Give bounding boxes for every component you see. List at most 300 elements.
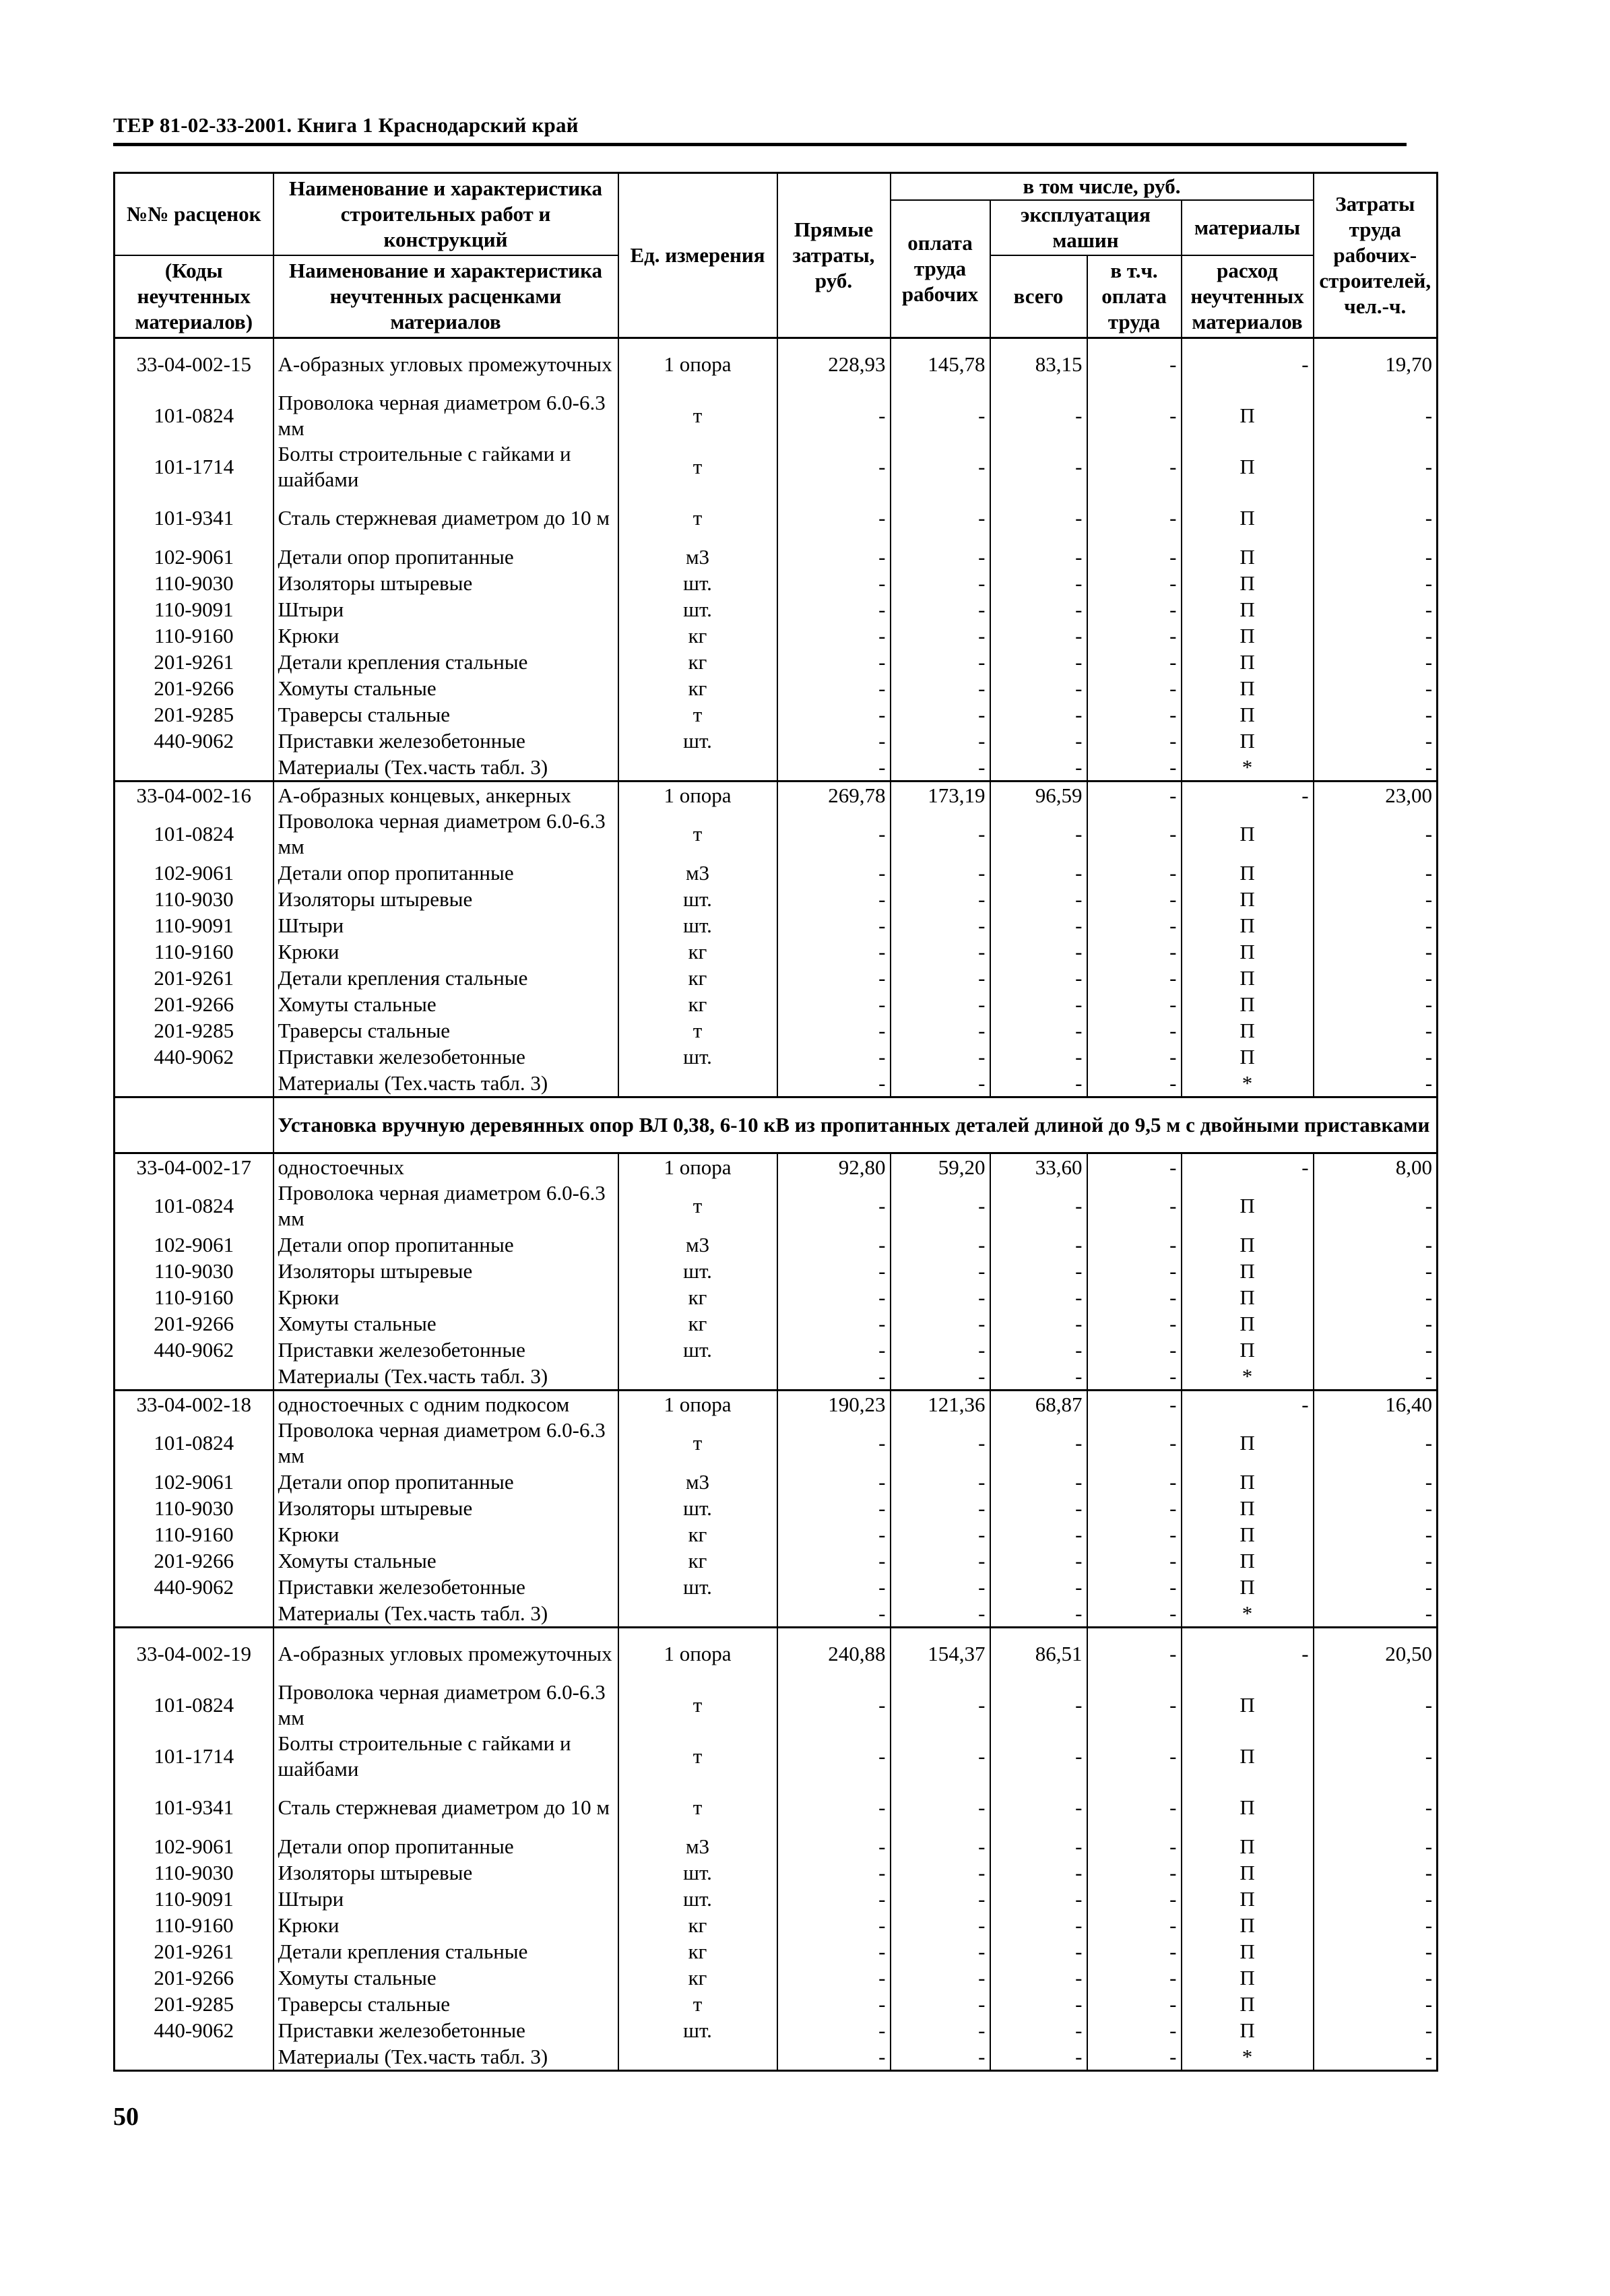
dash-cell: -	[1314, 1859, 1438, 1886]
dash-cell: -	[1314, 1574, 1438, 1600]
material-name: Сталь стержневая диаметром до 10 м	[273, 1782, 618, 1833]
dash-cell: -	[990, 1782, 1087, 1833]
material-code: 102-9061	[115, 860, 273, 886]
rate-labor: 19,70	[1314, 338, 1438, 391]
dash-cell: -	[990, 912, 1087, 938]
dash-cell: -	[1314, 912, 1438, 938]
material-code: 440-9062	[115, 1044, 273, 1070]
dash-cell: -	[1314, 1232, 1438, 1258]
dash-cell: -	[777, 1180, 891, 1232]
material-name: Хомуты стальные	[273, 1965, 618, 1991]
col-header-machines: эксплуатация машин	[990, 200, 1182, 255]
dash-cell: -	[990, 938, 1087, 965]
material-name: Детали опор пропитанные	[273, 860, 618, 886]
dash-cell: -	[990, 1310, 1087, 1337]
dash-cell: -	[777, 492, 891, 544]
dash-cell: -	[777, 1017, 891, 1044]
rate-code: 33-04-002-17	[115, 1153, 273, 1181]
dash-cell: -	[891, 1912, 990, 1938]
dash-cell: -	[891, 912, 990, 938]
material-unit: т	[618, 1782, 777, 1833]
material-row	[115, 1680, 1438, 1731]
dash-cell: -	[777, 1495, 891, 1521]
dash-cell: -	[990, 1731, 1087, 1782]
dash-cell: -	[891, 1782, 990, 1833]
dash-cell: -	[777, 1731, 891, 1782]
dash-cell: -	[1314, 570, 1438, 596]
rate-code: 33-04-002-18	[115, 1391, 273, 1418]
material-name: Хомуты стальные	[273, 675, 618, 701]
material-usage: П	[1182, 441, 1314, 492]
material-usage: П	[1182, 1044, 1314, 1070]
dash-cell: -	[1087, 1680, 1182, 1731]
dash-cell: -	[777, 754, 891, 782]
material-name: Детали опор пропитанные	[273, 1833, 618, 1859]
dash-cell: -	[990, 886, 1087, 912]
material-name: Детали крепления стальные	[273, 1938, 618, 1965]
material-name: Детали опор пропитанные	[273, 1232, 618, 1258]
material-row	[115, 938, 1438, 965]
dash-cell: -	[777, 1284, 891, 1310]
dash-cell: -	[777, 675, 891, 701]
material-row	[115, 570, 1438, 596]
rate-machines: 86,51	[990, 1628, 1087, 1680]
material-usage: П	[1182, 1417, 1314, 1469]
material-code: 440-9062	[115, 1337, 273, 1363]
dash-cell: -	[891, 1258, 990, 1284]
material-row	[115, 912, 1438, 938]
material-usage: П	[1182, 675, 1314, 701]
rate-materials: -	[1182, 1628, 1314, 1680]
dash-cell: -	[1087, 1070, 1182, 1097]
dash-cell: -	[1087, 1258, 1182, 1284]
dash-cell: -	[1087, 623, 1182, 649]
dash-cell: -	[891, 649, 990, 675]
material-code: 440-9062	[115, 2017, 273, 2043]
dash-cell: -	[891, 728, 990, 754]
rate-unit: 1 опора	[618, 782, 777, 809]
dash-cell: -	[777, 1965, 891, 1991]
dash-cell: -	[990, 570, 1087, 596]
material-row	[115, 1070, 1438, 1097]
material-usage: П	[1182, 991, 1314, 1017]
material-name: Траверсы стальные	[273, 1017, 618, 1044]
dash-cell: -	[1087, 2017, 1182, 2043]
dash-cell: -	[777, 570, 891, 596]
material-name: Приставки железобетонные	[273, 728, 618, 754]
material-row	[115, 1180, 1438, 1232]
dash-cell: -	[777, 912, 891, 938]
col-header-labor: Затраты труда рабочих-строителей, чел.-ч.	[1314, 173, 1438, 338]
page-title: ТЕР 81-02-33-2001. Книга 1 Краснодарский край	[113, 113, 579, 137]
material-unit: шт.	[618, 1886, 777, 1912]
dash-cell: -	[891, 1991, 990, 2017]
material-name: Приставки железобетонные	[273, 1574, 618, 1600]
material-name: Детали крепления стальные	[273, 649, 618, 675]
dash-cell: -	[1087, 675, 1182, 701]
rate-labor: 8,00	[1314, 1153, 1438, 1181]
material-usage: П	[1182, 1833, 1314, 1859]
material-code: 110-9091	[115, 596, 273, 623]
material-unit	[618, 1070, 777, 1097]
dash-cell: -	[990, 1232, 1087, 1258]
material-unit: т	[618, 808, 777, 860]
dash-cell: -	[1087, 1417, 1182, 1469]
material-row	[115, 544, 1438, 570]
rate-direct-cost: 92,80	[777, 1153, 891, 1181]
material-unit: м3	[618, 860, 777, 886]
dash-cell: -	[1087, 1731, 1182, 1782]
dash-cell: -	[1087, 860, 1182, 886]
dash-cell: -	[891, 596, 990, 623]
material-row	[115, 728, 1438, 754]
rate-wages: 154,37	[891, 1628, 990, 1680]
rate-direct-cost: 228,93	[777, 338, 891, 391]
material-name: Сталь стержневая диаметром до 10 м	[273, 492, 618, 544]
material-row	[115, 1886, 1438, 1912]
dash-cell: -	[891, 1417, 990, 1469]
material-name: Крюки	[273, 938, 618, 965]
material-usage: П	[1182, 938, 1314, 965]
material-name: Материалы (Тех.часть табл. 3)	[273, 1070, 618, 1097]
material-row	[115, 1859, 1438, 1886]
dash-cell: -	[891, 991, 990, 1017]
material-usage: П	[1182, 886, 1314, 912]
rate-materials: -	[1182, 338, 1314, 391]
dash-cell: -	[777, 1912, 891, 1938]
dash-cell: -	[1087, 965, 1182, 991]
dash-cell: -	[891, 1180, 990, 1232]
material-unit: кг	[618, 1310, 777, 1337]
rate-name: А-образных угловых промежуточных	[273, 1628, 618, 1680]
material-unit: шт.	[618, 886, 777, 912]
dash-cell: -	[1314, 1548, 1438, 1574]
material-code: 110-9091	[115, 1886, 273, 1912]
dash-cell: -	[777, 1600, 891, 1628]
material-row	[115, 1417, 1438, 1469]
material-row	[115, 1833, 1438, 1859]
material-row	[115, 1521, 1438, 1548]
dash-cell: -	[777, 2043, 891, 2071]
col-header-name-top: Наименование и характеристика строительных работ и конструкций	[273, 173, 618, 256]
material-usage: П	[1182, 1991, 1314, 2017]
rate-labor: 20,50	[1314, 1628, 1438, 1680]
dash-cell: -	[777, 1469, 891, 1495]
material-code: 102-9061	[115, 1833, 273, 1859]
material-usage: П	[1182, 1965, 1314, 1991]
material-code: 110-9030	[115, 1258, 273, 1284]
dash-cell: -	[1087, 808, 1182, 860]
material-usage: П	[1182, 649, 1314, 675]
material-code: 101-9341	[115, 492, 273, 544]
dash-cell: -	[1314, 1600, 1438, 1628]
rate-row	[115, 1628, 1438, 1680]
dash-cell: -	[1314, 1965, 1438, 1991]
material-row	[115, 1782, 1438, 1833]
material-unit: кг	[618, 965, 777, 991]
material-usage: П	[1182, 1574, 1314, 1600]
dash-cell: -	[990, 1363, 1087, 1391]
dash-cell: -	[1087, 1574, 1182, 1600]
dash-cell: -	[1087, 2043, 1182, 2071]
dash-cell: -	[891, 1070, 990, 1097]
dash-cell: -	[777, 701, 891, 728]
dash-cell: -	[777, 1044, 891, 1070]
rate-name: А-образных угловых промежуточных	[273, 338, 618, 391]
material-row	[115, 1469, 1438, 1495]
dash-cell: -	[891, 544, 990, 570]
material-unit: шт.	[618, 1574, 777, 1600]
dash-cell: -	[990, 441, 1087, 492]
material-name: Изоляторы штыревые	[273, 1258, 618, 1284]
material-unit: т	[618, 1680, 777, 1731]
material-unit: кг	[618, 1938, 777, 1965]
dash-cell: -	[990, 1180, 1087, 1232]
dash-cell: -	[891, 965, 990, 991]
dash-cell: -	[990, 1859, 1087, 1886]
material-code: 102-9061	[115, 1469, 273, 1495]
material-usage: П	[1182, 1521, 1314, 1548]
dash-cell: -	[891, 1574, 990, 1600]
material-usage: П	[1182, 1180, 1314, 1232]
col-header-wages: оплата труда рабочих	[891, 200, 990, 338]
material-code: 201-9285	[115, 1991, 273, 2017]
dash-cell: -	[1314, 1363, 1438, 1391]
material-name: Штыри	[273, 596, 618, 623]
col-header-unit: Ед. измерения	[618, 173, 777, 338]
material-name: Изоляторы штыревые	[273, 570, 618, 596]
dash-cell: -	[990, 544, 1087, 570]
material-name: Хомуты стальные	[273, 1310, 618, 1337]
material-usage: П	[1182, 492, 1314, 544]
dash-cell: -	[777, 886, 891, 912]
rate-labor: 23,00	[1314, 782, 1438, 809]
material-row	[115, 441, 1438, 492]
rate-machine-wages: -	[1087, 1628, 1182, 1680]
rate-direct-cost: 269,78	[777, 782, 891, 809]
material-unit: м3	[618, 544, 777, 570]
material-unit: шт.	[618, 2017, 777, 2043]
material-row	[115, 1600, 1438, 1628]
dash-cell: -	[1314, 1180, 1438, 1232]
material-name: Крюки	[273, 1521, 618, 1548]
col-header-mat-usage: расход неучтенных материалов	[1182, 255, 1314, 338]
material-unit: т	[618, 1417, 777, 1469]
dash-cell: -	[990, 1833, 1087, 1859]
material-unit: шт.	[618, 570, 777, 596]
dash-cell: -	[777, 1548, 891, 1574]
dash-cell: -	[1314, 492, 1438, 544]
material-usage: *	[1182, 2043, 1314, 2071]
rate-direct-cost: 190,23	[777, 1391, 891, 1418]
dash-cell: -	[777, 623, 891, 649]
material-usage: П	[1182, 623, 1314, 649]
dash-cell: -	[1087, 728, 1182, 754]
material-unit: шт.	[618, 1337, 777, 1363]
dash-cell: -	[990, 1469, 1087, 1495]
dash-cell: -	[891, 1044, 990, 1070]
material-code: 110-9030	[115, 886, 273, 912]
dash-cell: -	[1314, 2017, 1438, 2043]
material-name: Материалы (Тех.часть табл. 3)	[273, 1363, 618, 1391]
rates-table-wrapper	[113, 172, 1436, 2072]
dash-cell: -	[1314, 1680, 1438, 1731]
material-unit: кг	[618, 1912, 777, 1938]
col-header-direct: Прямые затраты, руб.	[777, 173, 891, 338]
dash-cell: -	[1087, 1495, 1182, 1521]
dash-cell: -	[1314, 649, 1438, 675]
material-row	[115, 1938, 1438, 1965]
col-header-mach-total: всего	[990, 255, 1087, 338]
material-unit: шт.	[618, 912, 777, 938]
dash-cell: -	[1314, 991, 1438, 1017]
dash-cell: -	[1314, 808, 1438, 860]
material-code: 201-9261	[115, 965, 273, 991]
material-usage: П	[1182, 1886, 1314, 1912]
col-header-name-bottom: Наименование и характеристика неучтенных расценками материалов	[273, 255, 618, 338]
dash-cell: -	[777, 965, 891, 991]
material-row	[115, 1258, 1438, 1284]
dash-cell: -	[1087, 991, 1182, 1017]
dash-cell: -	[1087, 1521, 1182, 1548]
material-unit: кг	[618, 991, 777, 1017]
material-row	[115, 860, 1438, 886]
dash-cell: -	[777, 1232, 891, 1258]
dash-cell: -	[891, 1495, 990, 1521]
dash-cell: -	[1087, 1548, 1182, 1574]
material-name: Крюки	[273, 623, 618, 649]
material-unit: шт.	[618, 596, 777, 623]
material-usage: П	[1182, 1782, 1314, 1833]
dash-cell: -	[990, 728, 1087, 754]
rates-table	[113, 172, 1438, 2072]
material-unit: кг	[618, 675, 777, 701]
material-usage: П	[1182, 544, 1314, 570]
dash-cell: -	[990, 1600, 1087, 1628]
material-unit: т	[618, 1180, 777, 1232]
dash-cell: -	[891, 441, 990, 492]
material-code	[115, 1363, 273, 1391]
dash-cell: -	[777, 1417, 891, 1469]
dash-cell: -	[1087, 886, 1182, 912]
material-name: Приставки железобетонные	[273, 1337, 618, 1363]
material-code: 110-9160	[115, 938, 273, 965]
dash-cell: -	[1087, 1180, 1182, 1232]
material-name: Проволока черная диаметром 6.0-6.3 мм	[273, 390, 618, 441]
rate-wages: 173,19	[891, 782, 990, 809]
rate-machine-wages: -	[1087, 782, 1182, 809]
dash-cell: -	[1314, 390, 1438, 441]
material-code: 101-0824	[115, 808, 273, 860]
col-header-code-top: №№ расценок	[115, 173, 273, 256]
material-usage: П	[1182, 1284, 1314, 1310]
material-name: Детали опор пропитанные	[273, 544, 618, 570]
dash-cell: -	[1314, 938, 1438, 965]
material-code: 201-9285	[115, 701, 273, 728]
material-name: Крюки	[273, 1284, 618, 1310]
dash-cell: -	[777, 1886, 891, 1912]
dash-cell: -	[1314, 701, 1438, 728]
dash-cell: -	[777, 1363, 891, 1391]
material-unit: шт.	[618, 1044, 777, 1070]
dash-cell: -	[777, 1258, 891, 1284]
dash-cell: -	[777, 938, 891, 965]
dash-cell: -	[891, 1469, 990, 1495]
dash-cell: -	[990, 1017, 1087, 1044]
material-name: Приставки железобетонные	[273, 2017, 618, 2043]
dash-cell: -	[1314, 1731, 1438, 1782]
dash-cell: -	[1314, 754, 1438, 782]
dash-cell: -	[891, 886, 990, 912]
material-code: 201-9285	[115, 1017, 273, 1044]
material-row	[115, 1548, 1438, 1574]
dash-cell: -	[1314, 1938, 1438, 1965]
material-code: 101-0824	[115, 390, 273, 441]
dash-cell: -	[891, 1886, 990, 1912]
dash-cell: -	[1314, 1017, 1438, 1044]
dash-cell: -	[1087, 390, 1182, 441]
material-code: 201-9261	[115, 1938, 273, 1965]
dash-cell: -	[990, 1886, 1087, 1912]
material-code	[115, 1070, 273, 1097]
dash-cell: -	[891, 1859, 990, 1886]
dash-cell: -	[990, 1991, 1087, 2017]
material-unit: т	[618, 441, 777, 492]
dash-cell: -	[891, 1548, 990, 1574]
material-row	[115, 2043, 1438, 2071]
dash-cell: -	[990, 1548, 1087, 1574]
material-unit: шт.	[618, 728, 777, 754]
material-unit	[618, 1600, 777, 1628]
material-usage: П	[1182, 1912, 1314, 1938]
section-title: Установка вручную деревянных опор ВЛ 0,38, 6-10 кВ из пропитанных деталей длиной до 9,5 м с двойными приставками	[273, 1097, 1438, 1153]
material-code: 201-9266	[115, 1548, 273, 1574]
dash-cell: -	[1314, 860, 1438, 886]
rate-labor: 16,40	[1314, 1391, 1438, 1418]
material-row	[115, 1337, 1438, 1363]
dash-cell: -	[1314, 1417, 1438, 1469]
material-row	[115, 1495, 1438, 1521]
dash-cell: -	[1314, 1337, 1438, 1363]
dash-cell: -	[891, 754, 990, 782]
dash-cell: -	[1314, 441, 1438, 492]
dash-cell: -	[1314, 2043, 1438, 2071]
rate-wages: 59,20	[891, 1153, 990, 1181]
material-row	[115, 1310, 1438, 1337]
material-name: Хомуты стальные	[273, 1548, 618, 1574]
dash-cell: -	[990, 1938, 1087, 1965]
dash-cell: -	[1087, 912, 1182, 938]
dash-cell: -	[891, 675, 990, 701]
material-unit: м3	[618, 1469, 777, 1495]
dash-cell: -	[1314, 1912, 1438, 1938]
material-unit: т	[618, 1731, 777, 1782]
material-unit: кг	[618, 1965, 777, 1991]
material-name: Штыри	[273, 1886, 618, 1912]
dash-cell: -	[1087, 544, 1182, 570]
rate-row	[115, 1391, 1438, 1418]
dash-cell: -	[1087, 649, 1182, 675]
table-body	[115, 338, 1438, 2071]
material-row	[115, 754, 1438, 782]
dash-cell: -	[990, 1337, 1087, 1363]
dash-cell: -	[1087, 1859, 1182, 1886]
material-name: Штыри	[273, 912, 618, 938]
dash-cell: -	[990, 1574, 1087, 1600]
rate-name: одностоечных с одним подкосом	[273, 1391, 618, 1418]
material-usage: П	[1182, 1469, 1314, 1495]
material-usage: П	[1182, 1232, 1314, 1258]
